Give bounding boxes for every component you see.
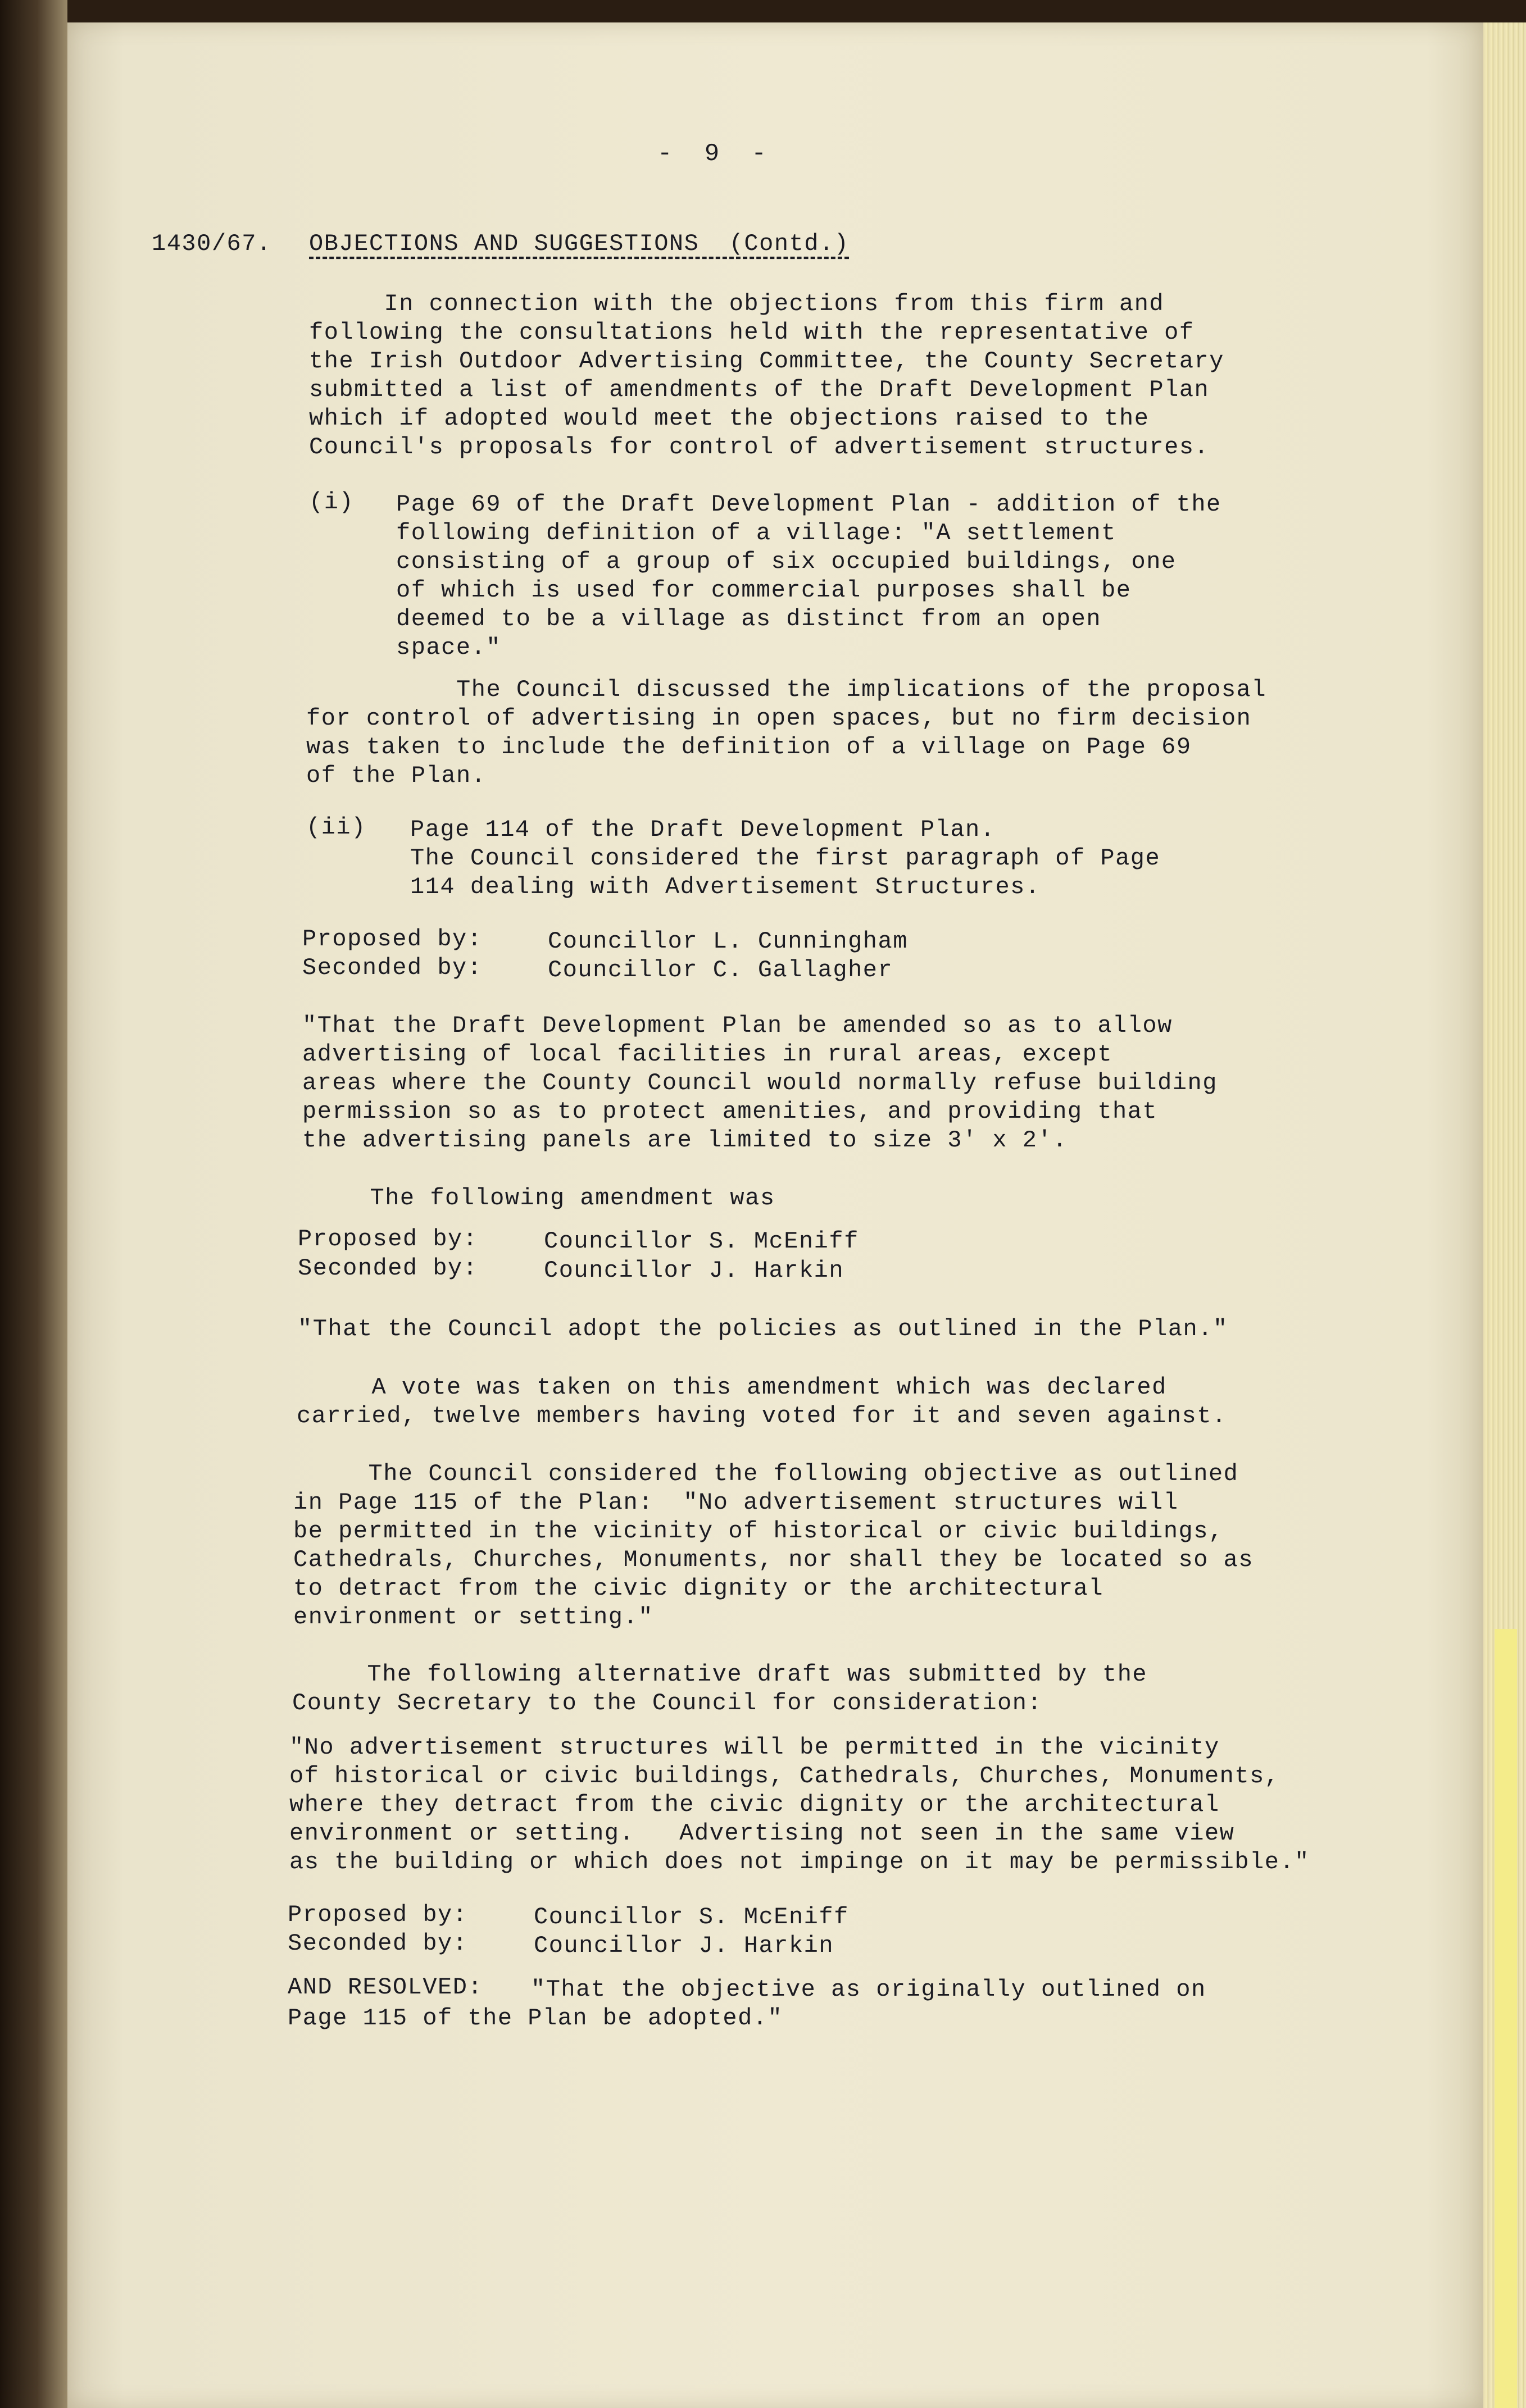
proposed-label: Proposed by:: [302, 926, 483, 953]
resolution-line: "That the objective as originally outlined on: [531, 1976, 1206, 2003]
intro-line: In connection with the objections from this firm and: [309, 290, 1165, 317]
discussion-line: of the Plan.: [306, 762, 487, 789]
objective-line: to detract from the civic dignity or the architectural: [293, 1575, 1104, 1602]
proposed-label: Proposed by:: [288, 1901, 468, 1928]
resolved-label: AND RESOLVED:: [288, 1974, 483, 2001]
seconded-label: Seconded by:: [288, 1930, 468, 1957]
discussion-line: The Council discussed the implications of the proposal: [306, 676, 1267, 703]
motion-line: permission so as to protect amenities, and providing that: [302, 1098, 1158, 1125]
proposer-name: Councillor L. Cunningham: [548, 928, 908, 955]
item-line: consisting of a group of six occupied buildings, one: [396, 548, 1177, 575]
vote-line: carried, twelve members having voted for it and seven against.: [297, 1403, 1227, 1430]
discussion-line: was taken to include the definition of a village on Page 69: [306, 734, 1192, 761]
seconded-label: Seconded by:: [298, 1255, 478, 1282]
objective-line: The Council considered the following objective as outlined: [293, 1460, 1239, 1487]
alternative-line: "No advertisement structures will be permitted in the vicinity: [289, 1734, 1220, 1761]
proposer-name: Councillor S. McEniff: [534, 1904, 849, 1931]
amendment-text: "That the Council adopt the policies as outlined in the Plan.": [298, 1315, 1228, 1342]
item-line: deemed to be a village as distinct from an open: [396, 606, 1102, 632]
intro-line: Council's proposals for control of advertisement structures.: [309, 434, 1210, 461]
seconder-name: Councillor J. Harkin: [534, 1932, 834, 1959]
item-number: (i): [309, 489, 355, 516]
minute-reference: 1430/67.: [152, 230, 272, 257]
page-number: - 9 -: [657, 140, 767, 168]
resolution-line: Page 115 of the Plan be adopted.": [288, 2005, 783, 2032]
motion-line: "That the Draft Development Plan be amended so as to allow: [302, 1012, 1173, 1039]
seconder-name: Councillor C. Gallagher: [548, 957, 893, 984]
page-marker-strip: [1495, 1629, 1517, 2408]
seconder-name: Councillor J. Harkin: [544, 1257, 844, 1284]
intro-line: which if adopted would meet the objections raised to the: [309, 405, 1150, 432]
alternative-intro-line: The following alternative draft was submitted by the: [292, 1661, 1148, 1688]
item-line: 114 dealing with Advertisement Structures.: [410, 873, 1041, 900]
alternative-intro-line: County Secretary to the Council for consideration:: [292, 1690, 1043, 1717]
item-number: (ii): [306, 814, 366, 841]
book-binding: [0, 0, 67, 2408]
amendment-intro: The following amendment was: [295, 1185, 775, 1212]
section-heading: OBJECTIONS AND SUGGESTIONS (Contd.): [309, 230, 850, 257]
alternative-line: where they detract from the civic dignity or the architectural: [289, 1791, 1220, 1818]
proposed-label: Proposed by:: [298, 1226, 478, 1253]
motion-line: areas where the County Council would normally refuse building: [302, 1069, 1218, 1096]
intro-line: submitted a list of amendments of the Draft Development Plan: [309, 376, 1210, 403]
alternative-line: of historical or civic buildings, Cathedrals, Churches, Monuments,: [289, 1763, 1280, 1790]
objective-line: Cathedrals, Churches, Monuments, nor shall they be located so as: [293, 1546, 1254, 1573]
item-line: space.": [396, 634, 501, 661]
alternative-line: as the building or which does not impinge on it may be permissible.": [289, 1849, 1310, 1876]
objective-line: in Page 115 of the Plan: "No advertisement structures will: [293, 1489, 1179, 1516]
item-line: Page 114 of the Draft Development Plan.: [410, 816, 996, 843]
proposer-name: Councillor S. McEniff: [544, 1228, 859, 1255]
item-line: following definition of a village: "A settlement: [396, 520, 1116, 547]
item-line: Page 69 of the Draft Development Plan - addition of the: [396, 491, 1221, 518]
discussion-line: for control of advertising in open spaces, but no firm decision: [306, 705, 1252, 732]
intro-line: following the consultations held with the representative of: [309, 319, 1195, 346]
motion-line: advertising of local facilities in rural areas, except: [302, 1041, 1113, 1068]
motion-line: the advertising panels are limited to size 3' x 2'.: [302, 1127, 1068, 1154]
objective-line: be permitted in the vicinity of historical or civic buildings,: [293, 1518, 1224, 1545]
objective-line: environment or setting.": [293, 1604, 653, 1631]
item-line: The Council considered the first paragraph of Page: [410, 845, 1161, 872]
intro-line: the Irish Outdoor Advertising Committee, the County Secretary: [309, 348, 1224, 375]
item-line: of which is used for commercial purposes shall be: [396, 577, 1132, 604]
alternative-line: environment or setting. Advertising not seen in the same view: [289, 1820, 1235, 1847]
vote-line: A vote was taken on this amendment which was declared: [297, 1374, 1167, 1401]
seconded-label: Seconded by:: [302, 954, 483, 981]
